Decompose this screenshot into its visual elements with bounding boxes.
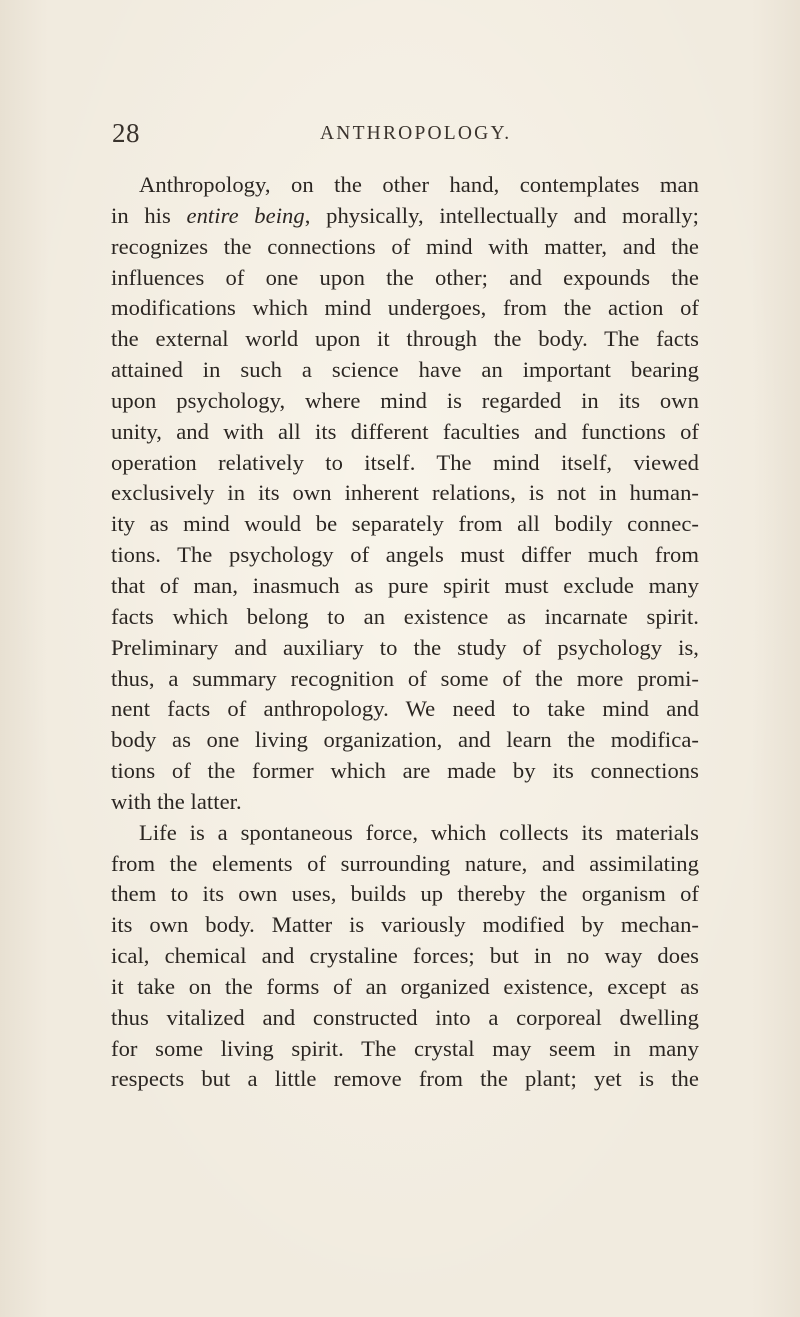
text-line: upon psychology, where mind is regarded in its own [111,387,699,413]
text-line: tions of the former which are made by its connections [111,758,699,784]
text-line: operation relatively to itself. The mind itself, viewed [111,449,699,475]
text-line: respects but a little remove from the plant; yet is the [111,1066,699,1092]
text-line: tions. The psychology of angels must differ much from [111,542,699,568]
text-line: ity as mind would be separately from all bodily connec- [111,511,699,537]
text-line: it take on the forms of an organized existence, except as [111,973,699,999]
italic-phrase: entire being [186,202,305,228]
text-line: its own body. Matter is variously modified by mechan- [111,912,699,938]
text-line: unity, and with all its different faculties and functions of [111,418,699,444]
text-line: the external world upon it through the body. The facts [111,326,699,352]
page-number: 28 [112,118,140,148]
text-line-with-italic [111,201,699,232]
text-line: body as one living organization, and learn the modifica- [111,727,699,753]
text-line: influences of one upon the other; and expounds the [111,264,699,290]
text-line: for some living spirit. The crystal may seem in many [111,1035,699,1061]
paragraph-1 [111,170,699,818]
text-line: Anthropology, on the other hand, contemplates man [139,172,699,197]
body-text [111,170,699,1095]
running-head [112,118,700,148]
text-line: them to its own uses, builds up thereby the organism of [111,881,699,907]
text-line: nent facts of anthropology. We need to take mind and [111,696,699,722]
text-line: modifications which mind undergoes, from the action of [111,295,699,321]
text-line: thus vitalized and constructed into a corporeal dwelling [111,1004,699,1030]
paragraph-2 [111,818,699,1096]
text-span: , physically, intellectually and morally; [304,202,699,228]
text-line: with the latter. [111,788,242,814]
text-line: ical, chemical and crystaline forces; but in no way does [111,943,699,969]
running-title: ANTHROPOLOGY. [320,123,512,144]
text-line: attained in such a science have an important bearing [111,357,699,383]
text-line: that of man, inasmuch as pure spirit must exclude many [111,572,699,598]
text-span: in his [111,202,187,228]
text-line: Preliminary and auxiliary to the study of psychology is, [111,634,699,660]
text-line: recognizes the connections of mind with matter, and the [111,233,699,259]
text-line: facts which belong to an existence as incarnate spirit. [111,603,699,629]
text-line: from the elements of surrounding nature, and assimilating [111,850,699,876]
text-line: exclusively in its own inherent relations, is not in human- [111,480,699,506]
text-line: Life is a spontaneous force, which collects its materials [139,819,699,845]
text-line: thus, a summary recognition of some of the more promi- [111,665,699,691]
